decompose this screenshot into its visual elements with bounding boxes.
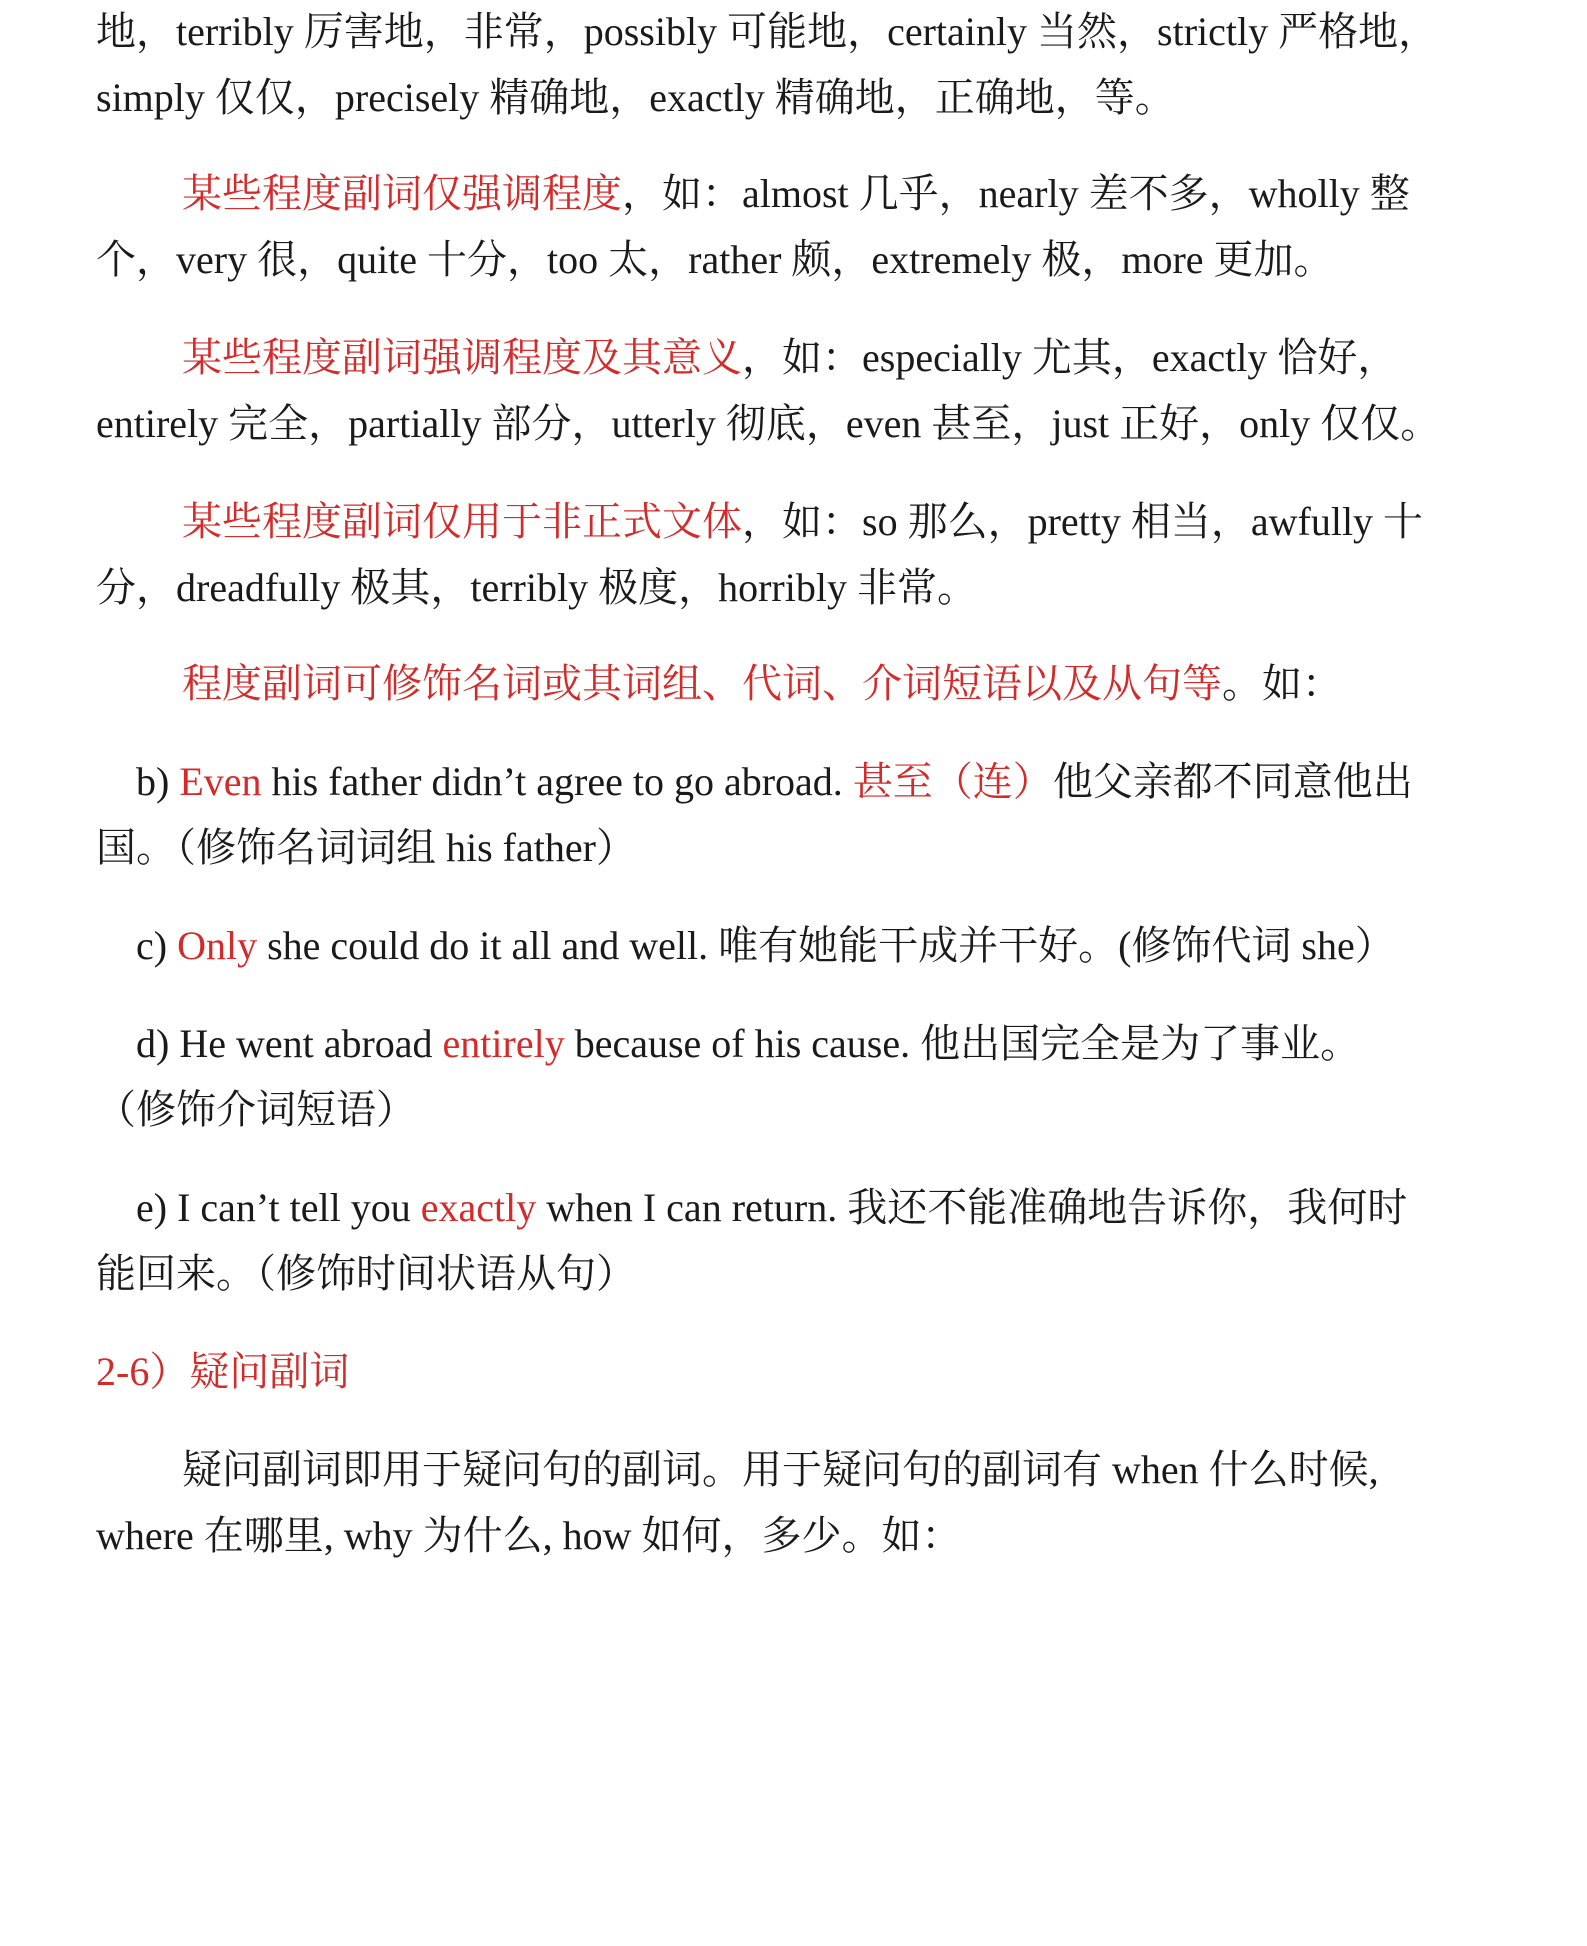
example-b-translation: 他父亲都不同意他出 bbox=[1052, 759, 1413, 804]
example-b-sentence: his father didn’t agree to go abroad. bbox=[261, 759, 853, 804]
example-b-line-2: 国。（修饰名词词组 his father） bbox=[96, 825, 636, 870]
example-d-line-2: （修饰介词短语） bbox=[96, 1087, 416, 1132]
example-e-rest: when I can return. 我还不能准确地告诉你，我何时 bbox=[536, 1185, 1408, 1230]
section-heading: 2-6）疑问副词 bbox=[96, 1349, 350, 1394]
p4-line-1-rest: ，如：so 那么，pretty 相当，awfully 十 bbox=[742, 499, 1424, 544]
example-e-keyword: exactly bbox=[420, 1185, 537, 1230]
p2-highlight: 某些程度副词仅强调程度 bbox=[182, 171, 622, 216]
example-b-translation-highlight: 甚至（连） bbox=[852, 759, 1053, 804]
p4-highlight: 某些程度副词仅用于非正式文体 bbox=[182, 499, 742, 544]
p5-rest: 。如： bbox=[1222, 661, 1342, 706]
p2-line-1 bbox=[182, 170, 1410, 218]
example-b-line-1 bbox=[136, 758, 1413, 806]
example-e-line-2: 能回来。（修饰时间状语从句） bbox=[96, 1251, 636, 1296]
p5-highlight: 程度副词可修饰名词或其词组、代词、介词短语以及从句等 bbox=[182, 661, 1222, 706]
p3-line-2: entirely 完全，partially 部分，utterly 彻底，even 甚至，just 正好，only 仅仅。 bbox=[96, 401, 1441, 446]
example-c-rest: she could do it all and well. 唯有她能干成并干好。(修饰代词 she） bbox=[257, 923, 1395, 968]
p4-line-2: 分，dreadfully 极其，terribly 极度，horribly 非常。 bbox=[96, 565, 977, 610]
p1-line-2: simply 仅仅，precisely 精确地，exactly 精确地，正确地，等。 bbox=[96, 75, 1175, 120]
example-c-line bbox=[136, 922, 1395, 970]
example-d-keyword: entirely bbox=[442, 1021, 565, 1066]
example-d-rest: because of his cause. 他出国完全是为了事业。 bbox=[564, 1021, 1361, 1066]
p3-line-1 bbox=[182, 334, 1397, 382]
p5-line bbox=[182, 660, 1342, 708]
p2-line-2: 个，very 很，quite 十分，too 太，rather 颇，extremely 极，more 更加。 bbox=[96, 237, 1334, 282]
p6-line-1: 疑问副词即用于疑问句的副词。用于疑问句的副词有 when 什么时候, bbox=[182, 1447, 1379, 1492]
example-b-keyword: Even bbox=[179, 759, 262, 804]
example-e-line-1 bbox=[136, 1184, 1407, 1232]
p1-line-1: 地，terribly 厉害地，非常，possibly 可能地，certainly 当然，strictly 严格地， bbox=[96, 9, 1439, 54]
p3-line-1-rest: ，如：especially 尤其，exactly 恰好， bbox=[742, 335, 1398, 380]
example-c-keyword: Only bbox=[177, 923, 258, 968]
p4-line-1 bbox=[182, 498, 1423, 546]
example-d-line-1 bbox=[136, 1020, 1360, 1068]
p2-line-1-rest: ，如：almost 几乎，nearly 差不多，wholly 整 bbox=[622, 171, 1410, 216]
p3-highlight: 某些程度副词强调程度及其意义 bbox=[182, 335, 742, 380]
example-c-prefix: c) bbox=[136, 923, 178, 968]
example-e-prefix: e) I can’t tell you bbox=[136, 1185, 421, 1230]
example-b-prefix: b) bbox=[136, 759, 180, 804]
example-d-prefix: d) He went abroad bbox=[136, 1021, 443, 1066]
p6-line-2: where 在哪里, why 为什么, how 如何，多少。如： bbox=[96, 1513, 962, 1558]
